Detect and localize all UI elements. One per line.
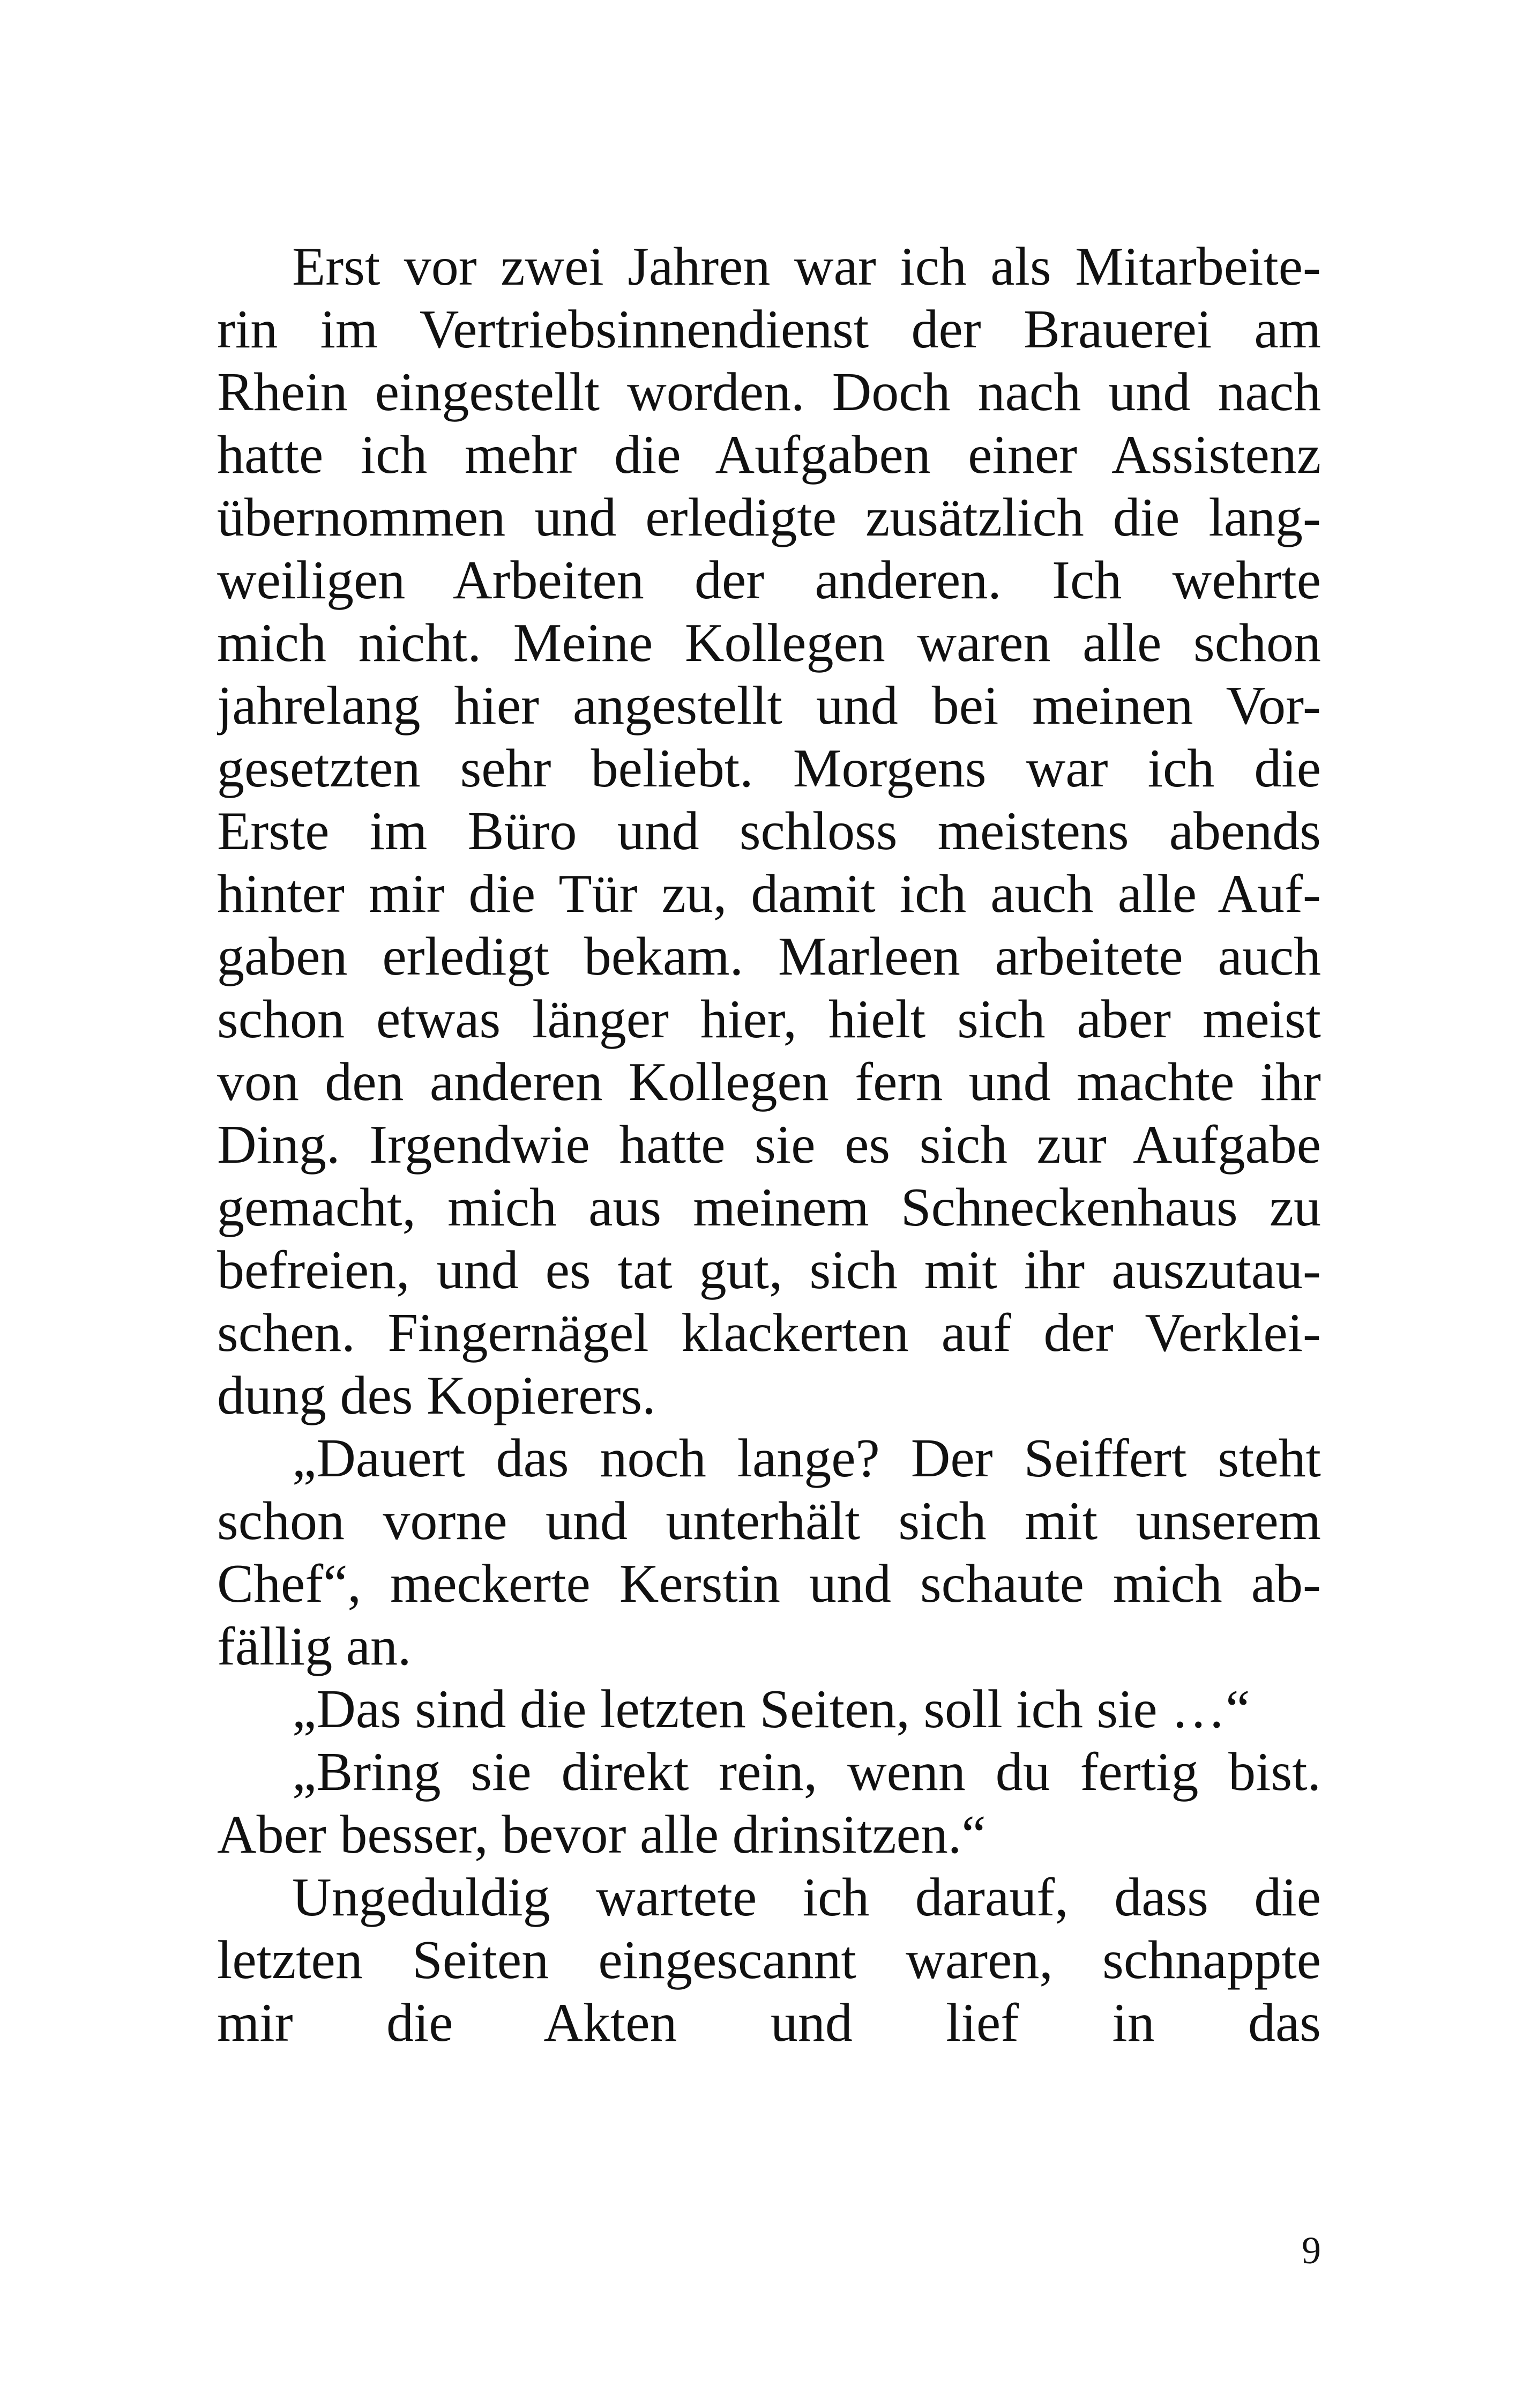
text-line: befreien, und es tat gut, sich mit ihr auszutau- — [217, 1240, 1321, 1300]
text-line: „Dauert das noch lange? Der Seiffert steht — [292, 1428, 1321, 1489]
text-line: schen. Fingernägel klackerten auf der Verklei- — [217, 1303, 1321, 1363]
body-text — [217, 235, 1321, 2054]
text-line: „Das sind die letzten Seiten, soll ich sie …“ — [292, 1679, 1250, 1740]
text-line: fällig an. — [217, 1616, 412, 1677]
text-line: Rhein eingestellt worden. Doch nach und nach — [217, 362, 1321, 422]
text-line: dung des Kopierers. — [217, 1365, 656, 1426]
text-line: mir die Akten und lief in das — [217, 1993, 1321, 2053]
text-line: Ding. Irgendwie hatte sie es sich zur Aufgabe — [217, 1114, 1321, 1175]
text-line: „Bring sie direkt rein, wenn du fertig bist. — [292, 1742, 1321, 1802]
text-line: Erst vor zwei Jahren war ich als Mitarbeite- — [292, 236, 1321, 297]
text-line: letzten Seiten eingescannt waren, schnappte — [217, 1930, 1321, 1990]
text-line: rin im Vertriebsinnendienst der Brauerei am — [217, 299, 1321, 360]
text-line: schon etwas länger hier, hielt sich aber meist — [217, 989, 1321, 1050]
text-line: gaben erledigt bekam. Marleen arbeitete auch — [217, 926, 1321, 987]
text-line: mich nicht. Meine Kollegen waren alle schon — [217, 613, 1321, 673]
text-line: Chef“, meckerte Kerstin und schaute mich ab- — [217, 1554, 1321, 1614]
text-line: gesetzten sehr beliebt. Morgens war ich die — [217, 738, 1321, 799]
text-line: hinter mir die Tür zu, damit ich auch alle Auf- — [217, 864, 1321, 924]
text-line: übernommen und erledigte zusätzlich die lang- — [217, 487, 1321, 548]
text-line: weiligen Arbeiten der anderen. Ich wehrte — [217, 550, 1321, 611]
text-line: hatte ich mehr die Aufgaben einer Assistenz — [217, 425, 1321, 485]
text-line: schon vorne und unterhält sich mit unserem — [217, 1491, 1321, 1551]
text-line: von den anderen Kollegen fern und machte ihr — [217, 1052, 1321, 1112]
text-line: Erste im Büro und schloss meistens abends — [217, 801, 1321, 861]
page-number: 9 — [1302, 2229, 1321, 2272]
text-line: gemacht, mich aus meinem Schneckenhaus zu — [217, 1177, 1321, 1238]
text-line: Aber besser, bevor alle drinsitzen.“ — [217, 1804, 986, 1865]
text-line: Ungeduldig wartete ich darauf, dass die — [292, 1867, 1321, 1928]
text-line: jahrelang hier angestellt und bei meinen Vor- — [217, 675, 1321, 736]
